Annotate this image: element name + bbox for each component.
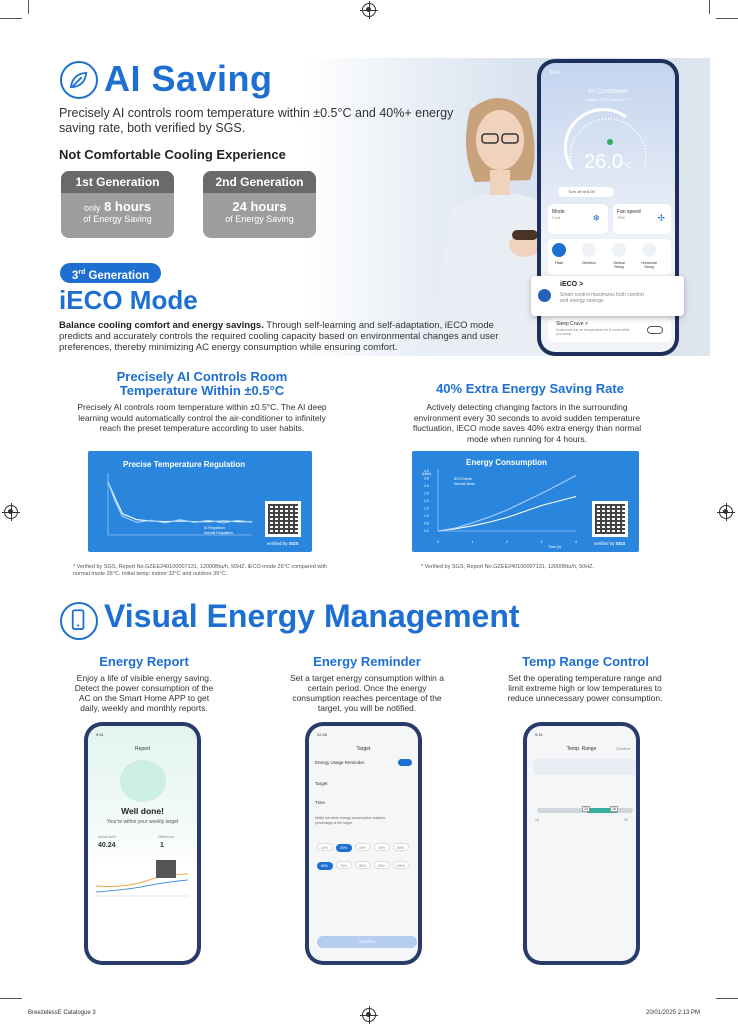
tick-label: 4 [575,540,577,544]
crop-mark [28,0,29,14]
tick-label: 3.0 [424,484,429,488]
reminder-toggle[interactable] [398,759,412,766]
vertical-swing-icon[interactable] [612,243,626,257]
page-title: AI Saving [104,58,273,99]
gen1-caption: of Energy Saving [83,214,152,224]
ieco-popup[interactable]: iECO > Smart control maximizes both comfort and energy savings [531,276,684,316]
registration-mark [4,505,18,519]
crop-mark [716,998,738,999]
gen1-label: 1st Generation [61,171,174,193]
temperature-chart-plot [96,469,256,547]
phone-target: 22:26 Target Energy Usage Reminder Target Time Notify me when energy consumption reaches percentage of the target 10% 20% 30% 40% 50%60% 70% 80% 90% 100% Confirm [305,722,422,965]
registration-mark [719,505,733,519]
tick-label: 1.5 [424,506,429,511]
confirm-link[interactable]: Confirm [615,746,630,751]
series-line [438,497,576,532]
gen2-card [203,171,316,238]
tick-label: 2.0 [424,499,429,503]
series-line [108,482,252,522]
footnote-left: * Verified by SGS, Report No.GZEE240100007131, 12000Btu/h, 50HZ. iECO mode 26°C compared with normal mode 26°C. Initial temp: indoor 32°C and outdoor 35°C. [73,564,328,577]
percent-chip[interactable]: 30% [355,843,371,851]
legend-label: Normal Mode [454,482,476,486]
percent-chip[interactable]: 10% [317,843,333,851]
col-right-text: Actively detecting changing factors in the surrounding environment every 30 seconds to avoid sudden temperature fluctuation, iECO mode saves 40% extra energy than normal mode when running for 4 hours. [412,402,642,444]
sleep-toggle[interactable] [647,326,663,334]
intro-text: Precisely AI controls room temperature within ±0.5°C and 40%+ energy saving rate, both verified by SGS. [59,106,454,135]
energy-reminder-title: Energy Reminder [313,654,421,669]
section-subheading: Not Comfortable Cooling Experience [59,147,286,162]
chart-title: Precise Temperature Regulation [123,460,246,469]
snowflake-icon: ❄ [592,213,600,223]
col-left-text: Precisely AI controls room temperature within ±0.5°C. The AI deep learning would automatically control the air-conditioner to infinitely reach the preset temperature according to user habits. [77,402,327,433]
chart-title: Energy Consumption [466,458,547,467]
gen3-badge: 3rd Generation [60,263,161,283]
percent-chip[interactable]: 100% [393,861,409,869]
leaf-icon [60,61,98,99]
tick-label: 2.5 [424,491,429,496]
registration-mark [362,1008,376,1022]
leaf-icon [607,139,613,145]
temp-range-text: Set the operating temperature range and limit extreme high or low temperatures to reduce unnecessary power consumption. [507,673,663,703]
report-chart [96,856,188,901]
crop-mark [0,18,22,19]
temp-range-title: Temp Range Control [522,654,649,669]
tick-label: 1 [471,540,474,544]
qr-code [265,501,301,537]
gen2-value: 24 hours [232,199,287,214]
tick-label: 3.5 [424,476,429,481]
horizontal-swing-icon[interactable] [642,243,656,257]
phone-ac-app: 9:41 Air Conditioner Outdoor 32°C Indoor 27°C 26.0°C Turn off at 6:00 Mode Cool ❄ Fan speed 75% ✢ Flash Direction Vertical Swing Horizontal Swing Sleep Cruve > Customize the air temperature for 8 hours while you sleep [537,59,679,356]
phone-report: 9:41 Report Well done! Your're within your weekly target Actual kWh 40.24 Difference 1 [84,722,201,965]
x-axis-label: Time (h) [548,545,561,549]
crop-mark [716,18,738,19]
footnote-right: * Verified by SGS, Report No.GZEE240100007131, 12000Btu/h, 50HZ. [421,564,595,570]
confirm-button[interactable]: Confirm [317,936,417,948]
fan-speed-card[interactable]: Fan speed 75% ✢ [613,204,671,234]
percent-chip[interactable]: 40% [374,843,390,851]
tick-label: 3 [540,540,543,544]
percent-chip[interactable]: 90% [374,861,390,869]
energy-chart: Energy Consumption 0.0 0.5 1.0 1.5 2.0 2.5 3.0 3.5 4.0 0 1 2 3 4 (kWh) Time (h) iECO Mode Normal Mode verified by SGS [412,451,639,552]
energy-report-title: Energy Report [99,654,189,669]
registration-mark [362,3,376,17]
temperature-value: 26.0 [584,151,623,173]
legend-label: Normal Regulation [204,531,233,535]
tick-label: 0.0 [424,529,429,533]
ieco-icon [538,289,551,302]
energy-chart-plot [420,465,580,549]
footer-left: BreezelessE Catalogue 3 [28,1010,96,1016]
qr-code [592,501,628,537]
percent-chip[interactable]: 70% [336,861,352,869]
percent-chip[interactable]: 20% [336,844,352,852]
timer-chip[interactable]: Turn off at 6:00 [558,187,614,197]
footer-right: 20/01/2025 2:13 PM [646,1010,701,1016]
phone-temp-range: 9:41 Temp. Range Confirm 20 26 16 30 [523,722,640,965]
gen1-value: 8 hours [104,199,152,214]
gen1-card [61,171,174,238]
gen1-prefix: only [83,203,101,213]
crop-mark [709,0,710,14]
legend-label: iECO Mode [454,477,473,481]
y-axis-label: (kWh) [422,472,432,476]
flash-icon[interactable] [552,243,566,257]
energy-report-text: Enjoy a life of visible energy saving. Detect the power consumption of the AC on the Smart Home APP to get daily, weekly and monthly reports. [74,673,214,713]
gen2-caption: of Energy Saving [225,214,294,224]
percent-chips [315,836,415,872]
col-left-title: Precisely AI Controls Room Temperature Within ±0.5°C [116,369,288,398]
mode-card[interactable]: Mode Cool ❄ [548,204,608,234]
ieco-description: Balance cooling comfort and energy savings. Through self-learning and self-adaptation, iECO mode predicts and accurately controls the required cooling capacity based on environmental changes and user preferences, thereby minimizing AC energy consumption while ensuring comfort. [59,320,499,353]
crop-mark [0,998,22,999]
smartphone-icon [60,602,98,640]
vem-title: Visual Energy Management [104,598,520,634]
direction-icon[interactable] [582,243,596,257]
tick-label: 0 [437,540,439,544]
sleep-curve-card[interactable]: Sleep Cruve > Customize the air temperature for 8 hours while you sleep [548,318,671,342]
tick-label: 0.5 [424,521,429,526]
gen2-label: 2nd Generation [203,171,316,193]
ieco-title: iECO Mode [59,285,198,315]
percent-chip[interactable]: 60% [317,862,333,870]
celebration-illustration [120,760,166,802]
energy-reminder-text: Set a target energy consumption within a certain period. Once the energy consumption reaches percentage of the target, you will be notified. [289,673,445,713]
legend-label: AI Regulation [204,526,226,530]
temperature-chart: Precise Temperature Regulation AI Regulation Normal Regulation verified by SGS [88,451,312,552]
control-row: Flash Direction Vertical Swing Horizontal Swing [548,239,671,275]
col-right-title: 40% Extra Energy Saving Rate [436,381,624,396]
info-banner [533,759,636,775]
tick-label: 4.0 [424,469,429,473]
percent-chip[interactable]: 50% [393,843,409,851]
fan-icon: ✢ [657,213,665,223]
tick-label: 1.0 [424,514,429,518]
percent-chip[interactable]: 80% [355,861,371,869]
tick-label: 2 [506,540,508,544]
